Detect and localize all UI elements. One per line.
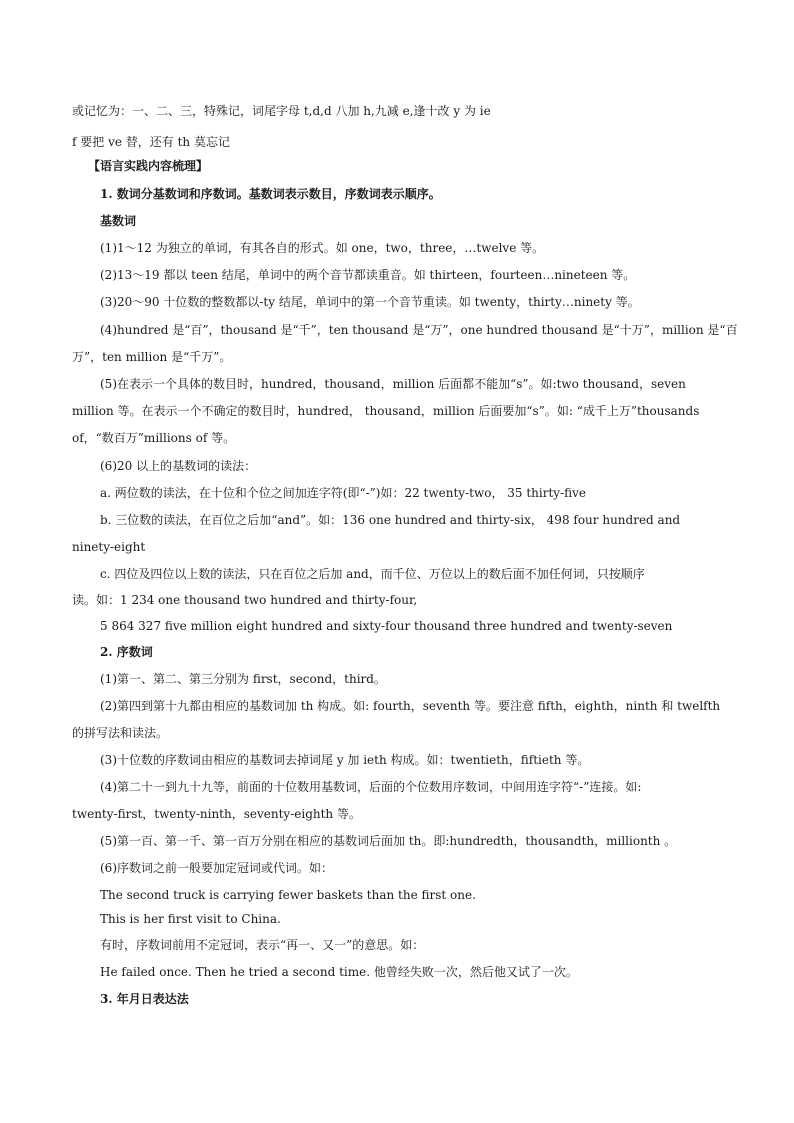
ordinal-rule-5: (5)第一百、第一千、第一百万分别在相应的基数词后面加 th。即:hundredth，thousandth，millionth 。 [100, 834, 677, 848]
reading-rule-b-line-1: b. 三位数的读法，在百位之后加“and”。如：136 one hundred and thirty-six， 498 four hundred and [100, 513, 681, 527]
ordinal-rule-7: 有时，序数词前用不定冠词，表示“再一、又一”的意思。如： [100, 938, 425, 952]
example-sentence-1: The second truck is carrying fewer baskets than the first one. [100, 888, 476, 902]
cardinal-rule-6: (6)20 以上的基数词的读法： [100, 459, 257, 473]
section-1-heading: 1. 数词分基数词和序数词。基数词表示数目，序数词表示顺序。 [100, 187, 441, 201]
cardinal-rule-5-line-3: of，“数百万”millions of 等。 [72, 431, 236, 445]
section-2-heading: 2. 序数词 [100, 645, 153, 659]
intro-line-1: 或记忆为：一、二、三，特殊记，词尾字母 t,d,d 八加 h,九减 e,逢十改 y 为 ie [72, 104, 491, 118]
intro-line-2: f 要把 ve 替，还有 th 莫忘记 [72, 135, 230, 149]
reading-rule-a: a. 两位数的读法，在十位和个位之间加连字符(即“-”)如：22 twenty-two， 35 thirty-five [100, 486, 587, 500]
ordinal-rule-3: (3)十位数的序数词由相应的基数词去掉词尾 y 加 ieth 构成。如：twentieth，fiftieth 等。 [100, 753, 590, 767]
cardinal-rule-4-line-2: 万”，ten million 是“千万”。 [72, 350, 232, 364]
cardinal-subheading: 基数词 [100, 214, 137, 228]
reading-rule-c-line-3: 5 864 327 five million eight hundred and sixty-four thousand three hundred and twenty-seven [100, 619, 673, 633]
ordinal-rule-4-line-2: twenty-first，twenty-ninth，seventy-eighth 等。 [72, 807, 361, 821]
ordinal-rule-2-line-1: (2)第四到第十九都由相应的基数词加 th 构成。如: fourth，seventh 等。要注意 fifth，eighth，ninth 和 twelfth [100, 699, 721, 713]
cardinal-rule-2: (2)13～19 都以 teen 结尾，单词中的两个音节都读重音。如 thirteen，fourteen…nineteen 等。 [100, 268, 636, 282]
cardinal-rule-3: (3)20～90 十位数的整数都以-ty 结尾，单词中的第一个音节重读。如 twenty，thirty…ninety 等。 [100, 295, 640, 309]
cardinal-rule-5-line-2: million 等。在表示一个不确定的数目时，hundred， thousand，million 后面要加“s”。如: “成千上万”thousands [72, 404, 700, 418]
reading-rule-c-line-1: c. 四位及四位以上数的读法，只在百位之后加 and，而千位、万位以上的数后面不加任何词，只按顺序 [100, 567, 645, 581]
ordinal-rule-6: (6)序数词之前一般要加定冠词或代词。如： [100, 861, 333, 875]
section-3-heading: 3. 年月日表达法 [100, 992, 189, 1006]
cardinal-rule-5-line-1: (5)在表示一个具体的数目时，hundred，thousand，million 后面都不能加“s”。如:two thousand，seven [100, 377, 686, 391]
reading-rule-c-line-2: 读。如：1 234 one thousand two hundred and thirty-four, [72, 593, 418, 607]
example-sentence-2: This is her first visit to China. [100, 912, 281, 926]
ordinal-rule-4-line-1: (4)第二十一到九十九等，前面的十位数用基数词，后面的个位数用序数词，中间用连字符“-”连接。如: [100, 780, 642, 794]
reading-rule-b-line-2: ninety-eight [72, 540, 146, 554]
cardinal-rule-1: (1)1～12 为独立的单词，有其各自的形式。如 one，two，three，…twelve 等。 [100, 241, 545, 255]
section-header: 【语言实践内容梳理】 [88, 159, 209, 173]
ordinal-rule-2-line-2: 的拼写法和读法。 [72, 726, 169, 740]
ordinal-rule-1: (1)第一、第二、第三分别为 first，second，third。 [100, 672, 386, 686]
example-sentence-3: He failed once. Then he tried a second time. 他曾经失败一次，然后他又试了一次。 [100, 965, 578, 979]
cardinal-rule-4-line-1: (4)hundred 是“百”，thousand 是“千”，ten thousand 是“万”，one hundred thousand 是“十万”，million 是“百 [100, 323, 738, 337]
